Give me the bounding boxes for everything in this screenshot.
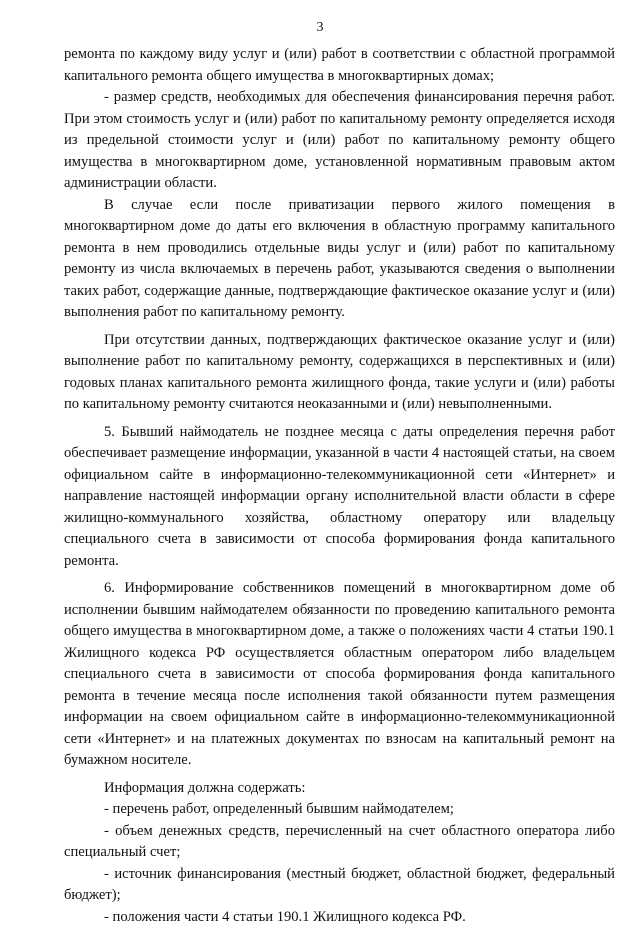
list-item-works: - перечень работ, определенный бывшим наймодателем; (64, 799, 615, 821)
page-number: 3 (0, 20, 640, 36)
list-item-code: - положения части 4 статьи 190.1 Жилищного кодекса РФ. (64, 907, 615, 928)
paragraph-info-intro: Информация должна содержать: (64, 778, 615, 800)
document-body (64, 44, 615, 928)
paragraph-funding-size: - размер средств, необходимых для обеспечения финансирования перечня работ. При этом стоимость услуг и (или) работ по капитальному ремонту определяется исходя из предельной стоимости услуг и (или) работ по капитальному ремонту общего имущества в многоквартирном доме, установленной нормативным правовым актом администрации области. (64, 87, 615, 195)
paragraph-privatization-case: В случае если после приватизации первого жилого помещения в многоквартирном доме до даты его включения в областную программу капитального ремонта в нем проводились отдельные виды услуг и (или) работ по капитальному ремонту из числа включаемых в перечень работ, указываются сведения о выполнении таких работ, содержащие данные, подтверждающие фактическое оказание услуг и (или) выполнения работ по капитальному ремонту. (64, 195, 615, 324)
paragraph-continuation: ремонта по каждому виду услуг и (или) работ в соответствии с областной программой капитального ремонта общего имущества в многоквартирных домах; (64, 44, 615, 87)
paragraph-item-5: 5. Бывший наймодатель не позднее месяца с даты определения перечня работ обеспечивает размещение информации, указанной в части 4 настоящей статьи, на своем официальном сайте в информационно-телекоммуникационной сети «Интернет» и направление настоящей информации органу исполнительной власти области в сфере жилищно-коммунального хозяйства, областному оператору или владельцу специального счета в зависимости от способа формирования фонда капитального ремонта. (64, 422, 615, 573)
paragraph-item-6: 6. Информирование собственников помещений в многоквартирном доме об исполнении бывшим наймодателем обязанности по проведению капитального ремонта общего имущества в многоквартирном доме, а также о положениях части 4 статьи 190.1 Жилищного кодекса РФ осуществляется областным оператором либо владельцем специального счета в зависимости от способа формирования фонда капитального ремонта в течение месяца после исполнения такой обязанности путем размещения информации на своем официальном сайте в информационно-телекоммуникационной сети «Интернет» и на платежных документах по взносам на капитальный ремонт на бумажном носителе. (64, 578, 615, 772)
list-item-source: - источник финансирования (местный бюджет, областной бюджет, федеральный бюджет); (64, 864, 615, 907)
list-item-funds: - объем денежных средств, перечисленный на счет областного оператора либо специальный счет; (64, 821, 615, 864)
paragraph-no-data: При отсутствии данных, подтверждающих фактическое оказание услуг и (или) выполнение работ по капитальному ремонту, содержащихся в перспективных и (или) годовых планах капитального ремонта жилищного фонда, такие услуги и (или) работы по капитальному ремонту считаются неоказанными и (или) невыполненными. (64, 330, 615, 416)
